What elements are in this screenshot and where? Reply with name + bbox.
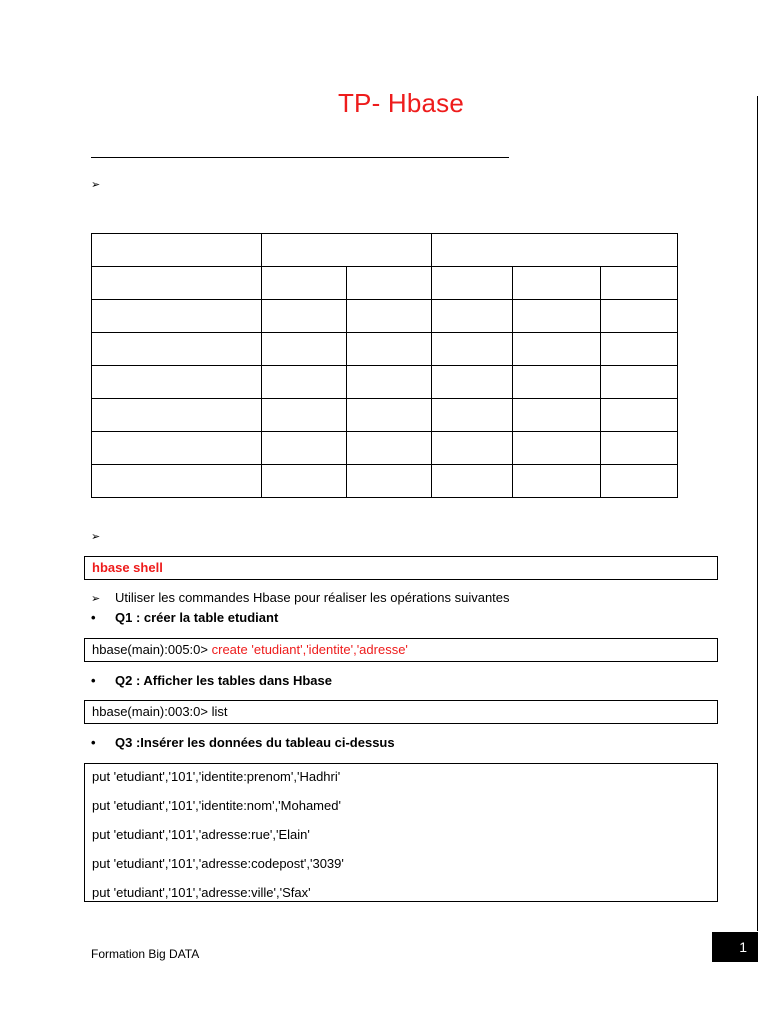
question-1-label: Q1 : créer la table etudiant <box>115 610 279 625</box>
q1-code-box <box>84 638 718 662</box>
arrow-bullet-icon: ➢ <box>91 593 101 605</box>
q2-prompt: hbase(main):003:0> <box>92 704 208 719</box>
bullet-icon: • <box>91 735 96 750</box>
table-cell <box>432 267 513 300</box>
q1-code-line <box>85 639 717 660</box>
footer-text: Formation Big DATA <box>91 947 200 961</box>
intro-line <box>91 590 510 605</box>
table-cell <box>262 366 347 399</box>
question-2 <box>91 673 332 688</box>
table-cell <box>347 432 432 465</box>
title-underline <box>91 157 509 158</box>
table-cell <box>92 432 262 465</box>
table-cell <box>432 399 513 432</box>
table-cell <box>513 300 601 333</box>
table-cell <box>262 333 347 366</box>
table-row <box>92 432 678 465</box>
table-cell <box>347 267 432 300</box>
q1-prompt: hbase(main):005:0> <box>92 642 208 657</box>
q3-code-line: put 'etudiant','101','adresse:rue','Elain' <box>92 827 310 842</box>
table-cell <box>92 333 262 366</box>
table-cell <box>262 465 347 498</box>
table-cell <box>432 300 513 333</box>
q2-code-line <box>85 701 717 722</box>
table-row <box>92 366 678 399</box>
table-cell <box>92 465 262 498</box>
table-cell <box>513 465 601 498</box>
page-right-border <box>757 96 758 931</box>
table-cell <box>92 366 262 399</box>
table-cell <box>347 399 432 432</box>
question-1 <box>91 610 278 625</box>
table-cell <box>347 300 432 333</box>
table-cell <box>513 333 601 366</box>
q2-command: list <box>211 704 228 719</box>
table-cell <box>432 366 513 399</box>
table-cell <box>262 234 432 267</box>
q2-code-box <box>84 700 718 724</box>
table-cell <box>601 333 678 366</box>
table-cell <box>262 300 347 333</box>
table-cell <box>432 432 513 465</box>
table-cell <box>92 300 262 333</box>
table-cell <box>347 333 432 366</box>
table-cell <box>92 234 262 267</box>
q3-code-line: put 'etudiant','101','identite:nom','Mohamed' <box>92 798 341 813</box>
arrow-bullet-icon: ➢ <box>91 531 101 543</box>
table-cell <box>601 432 678 465</box>
table-cell <box>432 234 678 267</box>
table-cell <box>513 399 601 432</box>
q3-code-line: put 'etudiant','101','adresse:ville','Sfax' <box>92 885 311 900</box>
table-cell <box>513 432 601 465</box>
table-row <box>92 333 678 366</box>
table-cell <box>601 366 678 399</box>
table-row <box>92 300 678 333</box>
table-cell <box>601 399 678 432</box>
table-cell <box>92 399 262 432</box>
table-cell <box>262 267 347 300</box>
table-cell <box>432 333 513 366</box>
question-2-label: Q2 : Afficher les tables dans Hbase <box>115 673 332 688</box>
arrow-bullet-icon: ➢ <box>91 179 101 191</box>
bullet-icon: • <box>91 673 96 688</box>
empty-data-table <box>91 233 678 498</box>
q3-code-line: put 'etudiant','101','identite:prenom','Hadhri' <box>92 769 341 784</box>
table-cell <box>601 465 678 498</box>
intro-text: Utiliser les commandes Hbase pour réaliser les opérations suivantes <box>115 590 510 605</box>
table-header-row <box>92 234 678 267</box>
table-cell <box>262 432 347 465</box>
question-3 <box>91 735 395 750</box>
page-number: 1 <box>712 932 758 962</box>
bullet-icon: • <box>91 610 96 625</box>
table-row <box>92 267 678 300</box>
q1-command: create 'etudiant','identite','adresse' <box>211 642 408 657</box>
table-cell <box>92 267 262 300</box>
table-cell <box>262 399 347 432</box>
table-cell <box>513 366 601 399</box>
question-3-label: Q3 :Insérer les données du tableau ci-dessus <box>115 735 395 750</box>
table-row <box>92 399 678 432</box>
shell-command: hbase shell <box>92 560 163 575</box>
table-cell <box>347 465 432 498</box>
page-title: TP- Hbase <box>337 88 465 118</box>
table-cell <box>432 465 513 498</box>
table-cell <box>601 300 678 333</box>
table-cell <box>347 366 432 399</box>
table-cell <box>601 267 678 300</box>
table-row <box>92 465 678 498</box>
table-cell <box>513 267 601 300</box>
q3-code-box <box>84 763 718 902</box>
q3-code-line: put 'etudiant','101','adresse:codepost','3039' <box>92 856 344 871</box>
shell-box <box>84 556 718 580</box>
